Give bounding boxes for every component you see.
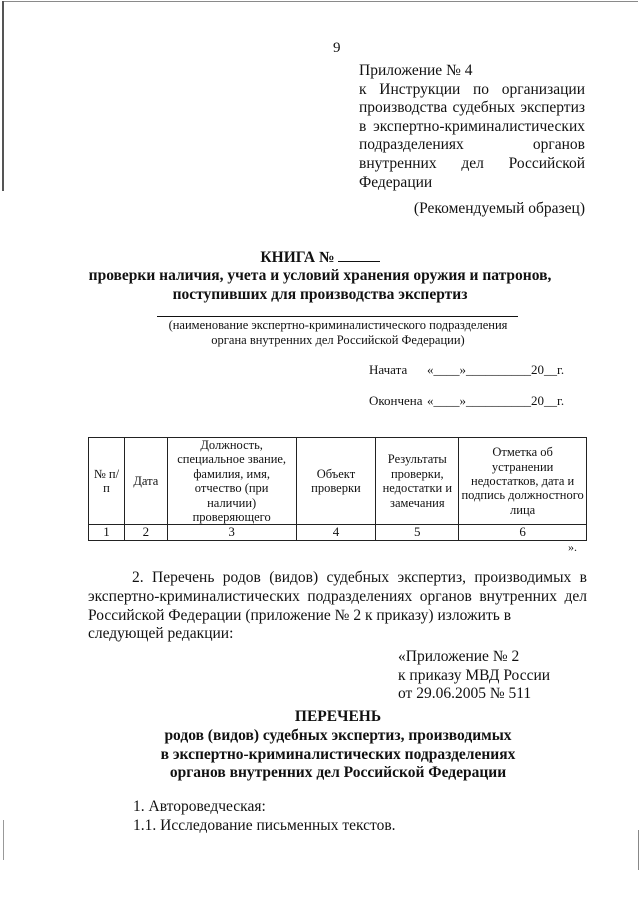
table-row	[89, 525, 587, 540]
unit-name-caption	[0, 318, 640, 348]
appendix-2-line: к приказу МВД России	[398, 666, 551, 684]
table-header-row	[89, 438, 587, 525]
page-number: 9	[333, 40, 341, 56]
paragraph-2-last-line: следующей редакции:	[88, 625, 234, 643]
appendix-line: к Инструкции по организации	[359, 80, 585, 98]
list-subtitle	[0, 727, 640, 783]
started-date-blank: «____»__________20__г.	[427, 362, 565, 377]
appendix-heading	[359, 62, 585, 192]
closing-quote-mark: ».	[568, 540, 577, 554]
column-header-number: № п/п	[89, 438, 125, 525]
list-subtitle-line: органов внутренних дел Российской Федерации	[169, 764, 507, 781]
column-number-cell: 6	[459, 525, 587, 540]
list-item: 1. Автороведческая:	[133, 798, 266, 815]
caption-line: органа внутренних дел Российской Федерации)	[211, 333, 465, 347]
column-number-cell: 1	[89, 525, 125, 540]
inspection-journal-table	[88, 437, 587, 541]
unit-name-blank-line	[157, 316, 518, 317]
book-number-blank	[338, 247, 380, 262]
column-number-cell: 3	[167, 525, 296, 540]
paragraph-2	[88, 569, 587, 644]
scan-edge-right	[638, 830, 639, 870]
appendix-line: подразделениях органов	[359, 136, 585, 154]
ended-date-row	[369, 393, 564, 409]
appendix-2-line: от 29.06.2005 № 511	[398, 685, 532, 702]
scan-edge-left	[2, 1, 4, 191]
column-header-date: Дата	[124, 438, 167, 525]
ended-label: Окончена	[369, 393, 423, 408]
book-subtitle-line: поступивших для производства экспертиз	[172, 286, 468, 303]
appendix-line: Приложение № 4	[359, 62, 473, 79]
list-title: ПЕРЕЧЕНЬ	[294, 708, 382, 725]
list-item: 1.1. Исследование письменных текстов.	[133, 817, 396, 834]
appendix-line: внутренних дел Российской	[359, 154, 585, 172]
column-header-results: Результаты проверки, недостатки и замечания	[376, 438, 459, 525]
book-title	[0, 247, 640, 267]
paragraph-2-text: 2. Перечень родов (видов) судебных экспертиз, производимых в экспертно-криминалистических подразделениях органов внутренних дел Российской Федерации (приложение № 2 к приказу) изложить в	[88, 569, 587, 624]
started-date-row	[369, 362, 564, 378]
list-subtitle-line: родов (видов) судебных экспертиз, производимых	[164, 727, 512, 744]
recommended-sample-label: (Рекомендуемый образец)	[413, 200, 585, 217]
scan-edge-left-lower	[3, 820, 4, 860]
appendix-2-heading	[398, 648, 550, 704]
book-title-text: КНИГА №	[260, 249, 335, 266]
book-subtitle-line: проверки наличия, учета и условий хранения оружия и патронов,	[88, 267, 552, 284]
column-header-inspector: Должность, специальное звание, фамилия, имя, отчество (при наличии) проверяющего	[167, 438, 296, 525]
started-label: Начата	[369, 362, 408, 377]
column-header-object: Объект проверки	[296, 438, 376, 525]
column-header-remedy-mark: Отметка об устранении недостатков, дата и подпись должностного лица	[459, 438, 587, 525]
caption-line: (наименование экспертно-криминалистического подразделения	[168, 318, 508, 332]
book-subtitle	[0, 266, 640, 304]
ended-date-blank: «____»__________20__г.	[427, 393, 565, 408]
scan-edge-top	[2, 1, 638, 2]
list-subtitle-line: в экспертно-криминалистических подразделениях	[160, 745, 516, 763]
column-number-cell: 2	[124, 525, 167, 540]
appendix-line: в экспертно-криминалистических	[359, 117, 585, 135]
appendix-line: Федерации	[359, 173, 433, 191]
column-number-cell: 4	[296, 525, 376, 540]
appendix-2-line: «Приложение № 2	[398, 648, 520, 665]
column-number-cell: 5	[376, 525, 459, 540]
appendix-line: производства судебных экспертиз	[359, 99, 585, 117]
